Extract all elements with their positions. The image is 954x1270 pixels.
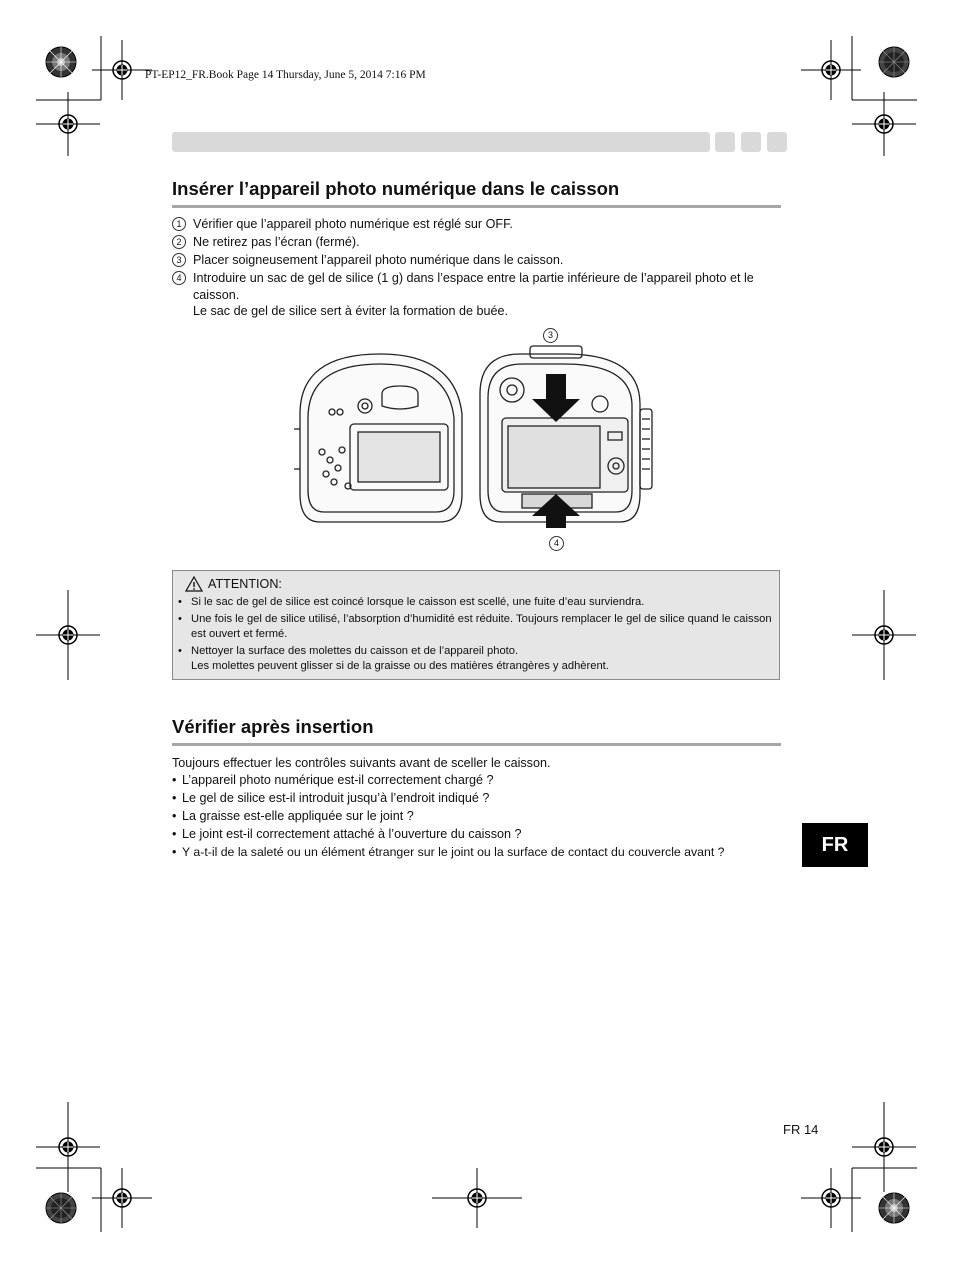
step-text: Placer soigneusement l’appareil photo numérique dans le caisson.: [193, 253, 564, 267]
bullet: •: [172, 773, 177, 787]
caution-item: [178, 644, 773, 674]
caution-item-text: Une fois le gel de silice utilisé, l’absorption d’humidité est réduite. Toujours remplacer le gel de silice quand le caisson est ouvert et fermé.: [191, 613, 772, 640]
bullet: •: [172, 845, 177, 859]
bullet: •: [178, 596, 182, 608]
check-item: [172, 826, 783, 843]
registration-crosshair-icon: [36, 92, 100, 156]
book-header-line: PT-EP12_FR.Book Page 14 Thursday, June 5, 2014 7:16 PM: [145, 69, 426, 81]
rosette-icon: [45, 1192, 77, 1224]
section-rule: [172, 205, 781, 208]
rosette-icon: [878, 46, 910, 78]
page-number: FR 14: [783, 1122, 819, 1137]
bullet: •: [178, 645, 182, 657]
intro-text: Toujours effectuer les contrôles suivants avant de sceller le caisson.: [172, 756, 551, 770]
check-item-text: Le joint est-il correctement attaché à l’ouverture du caisson ?: [182, 827, 522, 841]
step-number: 4: [172, 271, 186, 285]
registration-crosshair-icon: [801, 40, 861, 100]
bullet: •: [172, 827, 177, 841]
step-number: 2: [172, 235, 186, 249]
figure-callout-bottom: 4: [549, 536, 564, 551]
housing-illustration: [290, 344, 670, 534]
header-band: [172, 132, 710, 152]
registration-crosshair-icon: [36, 590, 100, 680]
step-item: [172, 270, 783, 322]
check-item-text: Le gel de silice est-il introduit jusqu’à l’endroit indiqué ?: [182, 791, 490, 805]
caution-item: [178, 595, 773, 610]
check-item-text: L’appareil photo numérique est-il correctement chargé ?: [182, 773, 494, 787]
header-band-square: [741, 132, 761, 152]
step-item: [172, 216, 783, 233]
caution-box: [172, 570, 780, 680]
section-rule: [172, 743, 781, 746]
section-title: Insérer l’appareil photo numérique dans le caisson: [172, 178, 620, 199]
warning-triangle-icon: [185, 576, 203, 592]
step-number: 1: [172, 217, 186, 231]
step-note: Le sac de gel de silice sert à éviter la formation de buée.: [193, 304, 509, 318]
registration-crosshair-icon: [36, 1102, 100, 1192]
check-item: [172, 808, 783, 825]
section-title: Vérifier après insertion: [172, 716, 374, 737]
bullet: •: [172, 791, 177, 805]
step-text: Introduire un sac de gel de silice (1 g) dans l’espace entre la partie inférieure de l’appareil photo et le caisson.: [193, 271, 754, 302]
rosette-icon: [878, 1192, 910, 1224]
rosette-icon: [45, 46, 77, 78]
registration-crosshair-icon: [92, 40, 152, 100]
bullet: •: [178, 613, 182, 625]
registration-crosshair-icon: [432, 1168, 522, 1228]
registration-crosshair-icon: [852, 1102, 916, 1192]
step-text: Ne retirez pas l’écran (fermé).: [193, 235, 360, 249]
registration-crosshair-icon: [92, 1168, 152, 1228]
registration-crosshair-icon: [801, 1168, 861, 1228]
registration-crosshair-icon: [852, 590, 916, 680]
caution-title-text: ATTENTION:: [208, 577, 282, 591]
check-item: [172, 790, 783, 807]
check-item-text: Y a-t-il de la saleté ou un élément étranger sur le joint ou la surface de contact du couvercle avant ?: [182, 845, 725, 859]
step-item: [172, 252, 783, 269]
step-number: 3: [172, 253, 186, 267]
figure-callout-top: 3: [543, 328, 558, 343]
caution-item-text: Si le sac de gel de silice est coincé lorsque le caisson est scellé, une fuite d’eau surviendra.: [191, 596, 645, 608]
caution-title: [185, 576, 282, 592]
bullet: •: [172, 809, 177, 823]
language-tab: FR: [802, 823, 868, 867]
registration-crosshair-icon: [852, 92, 916, 156]
caution-item: [178, 612, 773, 642]
check-item: [172, 772, 783, 789]
check-item-text: La graisse est-elle appliquée sur le joint ?: [182, 809, 414, 823]
check-item: [172, 844, 783, 861]
header-band-square: [715, 132, 735, 152]
header-band-square: [767, 132, 787, 152]
caution-item-text: Nettoyer la surface des molettes du caisson et de l’appareil photo. Les molettes peuvent glisser si de la graisse ou des matières étrangères y adhèrent.: [191, 645, 609, 672]
step-item: [172, 234, 783, 251]
step-text: Vérifier que l’appareil photo numérique est réglé sur OFF.: [193, 217, 513, 231]
